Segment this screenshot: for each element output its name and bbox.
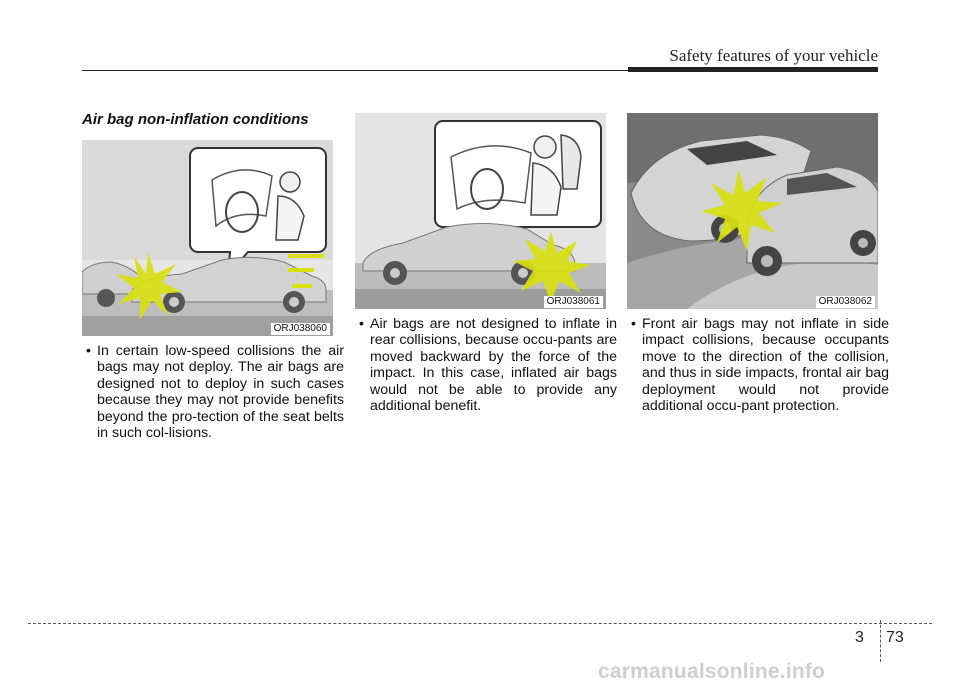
watermark: carmanualsonline.info	[598, 660, 826, 683]
figure-code: ORJ038062	[816, 296, 875, 308]
rear-collision-illustration	[355, 113, 606, 309]
figure-side-impact	[627, 113, 878, 309]
side-impact-illustration	[627, 113, 878, 309]
footer-rule	[28, 623, 932, 624]
bullet-side-impact: • Front air bags may not inflate in side impact collisions, because occupants move to the direction of the collision, and thus in side impacts, frontal air bag deployment would not provide additional occu-pant protection.	[631, 316, 889, 414]
footer-divider	[880, 620, 881, 662]
chapter-number: 3	[855, 629, 864, 646]
section-title: Air bag non-inflation conditions	[82, 111, 309, 128]
figure-rear-collision	[355, 113, 606, 309]
figure-code: ORJ038060	[271, 323, 330, 335]
low-speed-collision-illustration	[82, 140, 333, 336]
running-header: Safety features of your vehicle	[669, 46, 878, 65]
bullet-low-speed: • In certain low-speed collisions the air bags may not deploy. The air bags are designed not to deploy in such cases because they may not provide benefits beyond the pro-tection of the seat belts in such col-lisions.	[86, 343, 344, 441]
page-number: 73	[886, 629, 904, 646]
figure-code: ORJ038061	[544, 296, 603, 308]
header-rule-accent	[628, 67, 878, 72]
figure-low-speed-collision	[82, 140, 333, 336]
bullet-rear-collision: • Air bags are not designed to inflate in rear collisions, because occu-pants are moved backward by the force of the impact. In this case, inflated air bags would not be able to provide any additional benefit.	[359, 316, 617, 414]
